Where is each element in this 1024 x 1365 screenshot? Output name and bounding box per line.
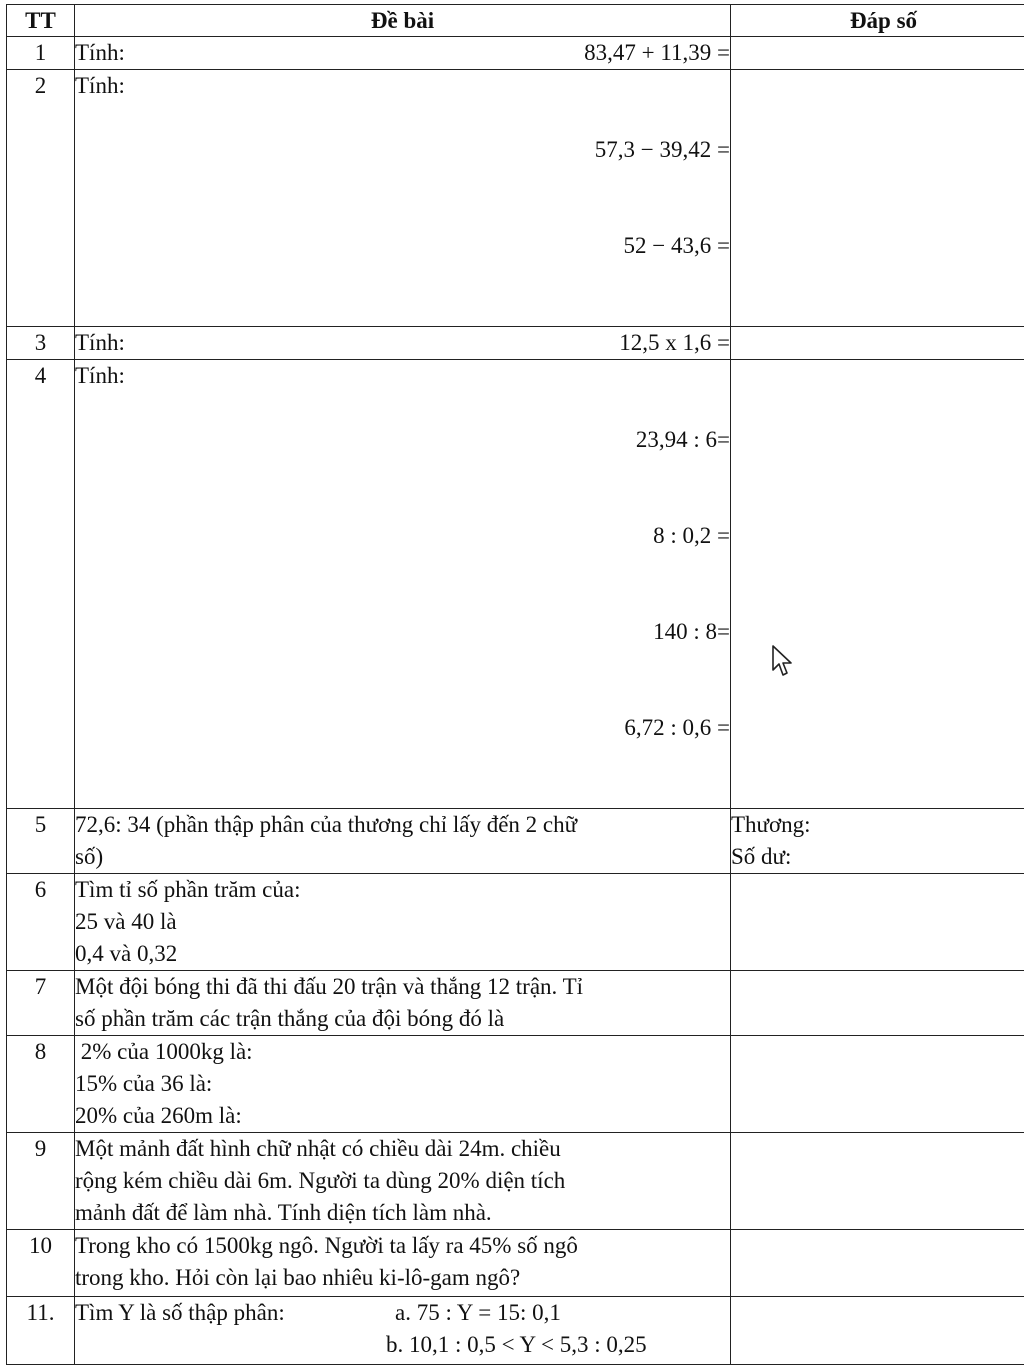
question-line: 2% của 1000kg là: <box>75 1036 730 1068</box>
mouse-pointer-icon <box>771 644 793 678</box>
header-row <box>7 5 1024 37</box>
question-line: 15% của 36 là: <box>75 1068 730 1100</box>
question-cell <box>75 874 731 971</box>
table-row <box>7 1133 1024 1230</box>
question-label: Tính: <box>75 70 125 326</box>
question-line: Trong kho có 1500kg ngô. Người ta lấy ra 45% số ngô <box>75 1230 730 1262</box>
answer-cell[interactable] <box>731 70 1024 327</box>
question-line: số phần trăm các trận thắng của đội bóng đó là <box>75 1003 730 1035</box>
question-label: Tính: <box>75 327 125 359</box>
question-line: Một mảnh đất hình chữ nhật có chiều dài 24m. chiều <box>75 1133 730 1165</box>
answer-cell[interactable] <box>731 874 1024 971</box>
expression: 57,3 − 39,42 = <box>595 134 730 166</box>
question-line: mảnh đất để làm nhà. Tính diện tích làm nhà. <box>75 1197 730 1229</box>
question-line: 0,4 và 0,32 <box>75 938 730 970</box>
row-number: 7 <box>7 971 75 1036</box>
question-cell <box>75 809 731 874</box>
header-dap-so: Đáp số <box>731 5 1024 37</box>
question-cell <box>75 1230 731 1297</box>
question-part-b: b. 10,1 : 0,5 < Y < 5,3 : 0,25 <box>75 1329 730 1361</box>
answer-label-remainder: Số dư: <box>731 841 1024 873</box>
answer-cell[interactable] <box>731 1133 1024 1230</box>
question-line: rộng kém chiều dài 6m. Người ta dùng 20% diện tích <box>75 1165 730 1197</box>
answer-cell[interactable] <box>731 971 1024 1036</box>
table-row <box>7 874 1024 971</box>
question-cell <box>75 1133 731 1230</box>
answer-cell[interactable] <box>731 327 1024 360</box>
question-line: số) <box>75 841 730 873</box>
expression: 12,5 x 1,6 = <box>619 327 730 359</box>
expression: 83,47 + 11,39 = <box>584 37 730 69</box>
question-line: Một đội bóng thi đã thi đấu 20 trận và thắng 12 trận. Tỉ <box>75 971 730 1003</box>
row-number: 1 <box>7 37 75 70</box>
row-number: 4 <box>7 360 75 809</box>
answer-label-quotient: Thương: <box>731 809 1024 841</box>
table-row <box>7 971 1024 1036</box>
question-label: Tìm Y là số thập phân: <box>75 1297 375 1329</box>
question-line: Tìm tỉ số phần trăm của: <box>75 874 730 906</box>
table-row <box>7 327 1024 360</box>
expression: 140 : 8= <box>624 616 730 648</box>
question-cell <box>75 360 731 809</box>
header-de-bai: Đề bài <box>75 5 731 37</box>
row-number: 9 <box>7 1133 75 1230</box>
expression: 52 − 43,6 = <box>595 230 730 262</box>
answer-cell[interactable] <box>731 1297 1024 1365</box>
table-row <box>7 37 1024 70</box>
answer-cell[interactable] <box>731 1036 1024 1133</box>
question-label: Tính: <box>75 37 125 69</box>
question-cell <box>75 70 731 327</box>
question-part-a: a. 75 : Y = 15: 0,1 <box>375 1297 561 1329</box>
row-number: 2 <box>7 70 75 327</box>
table-row <box>7 1036 1024 1133</box>
answer-cell[interactable] <box>731 1230 1024 1297</box>
exercise-table <box>6 4 1024 1365</box>
question-cell <box>75 1297 731 1365</box>
table-row <box>7 70 1024 327</box>
question-line: 25 và 40 là <box>75 906 730 938</box>
row-number: 10 <box>7 1230 75 1297</box>
expression: 6,72 : 0,6 = <box>624 712 730 744</box>
question-cell <box>75 37 731 70</box>
answer-cell[interactable] <box>731 809 1024 874</box>
question-cell <box>75 327 731 360</box>
row-number: 3 <box>7 327 75 360</box>
row-number: 5 <box>7 809 75 874</box>
expression: 23,94 : 6= <box>624 424 730 456</box>
table-row <box>7 360 1024 809</box>
row-number: 11. <box>7 1297 75 1365</box>
question-line: 72,6: 34 (phần thập phân của thương chỉ lấy đến 2 chữ <box>75 809 730 841</box>
answer-cell[interactable] <box>731 360 1024 809</box>
answer-cell[interactable] <box>731 37 1024 70</box>
question-cell <box>75 1036 731 1133</box>
row-number: 6 <box>7 874 75 971</box>
row-number: 8 <box>7 1036 75 1133</box>
question-line: 20% của 260m là: <box>75 1100 730 1132</box>
question-label: Tính: <box>75 360 125 808</box>
table-row <box>7 1230 1024 1297</box>
question-cell <box>75 971 731 1036</box>
table-row <box>7 1297 1024 1365</box>
table-row <box>7 809 1024 874</box>
question-line: trong kho. Hỏi còn lại bao nhiêu ki-lô-gam ngô? <box>75 1262 730 1294</box>
header-tt: TT <box>7 5 75 37</box>
expression: 8 : 0,2 = <box>624 520 730 552</box>
